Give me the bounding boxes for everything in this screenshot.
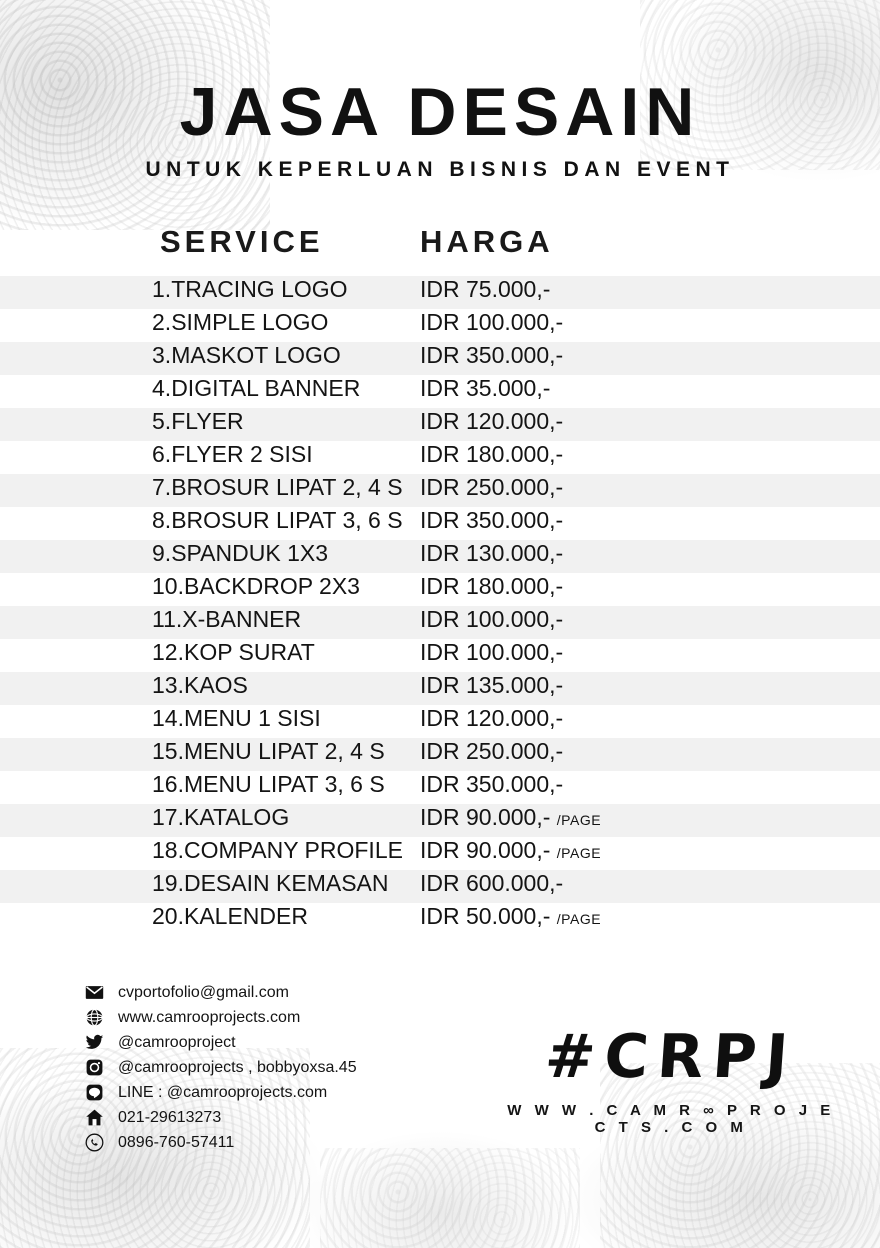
service-name (0, 738, 420, 765)
service-name (0, 804, 420, 831)
poster-subtitle: UNTUK KEPERLUAN BISNIS DAN EVENT (145, 158, 735, 181)
contact-text: cvportofolio@gmail.com (118, 983, 289, 1001)
price-unit: /PAGE (556, 812, 602, 828)
service-number: 10. (152, 573, 184, 599)
price-unit: /PAGE (556, 845, 602, 861)
price-amount: IDR 350.000,- (420, 342, 564, 368)
contact-text: www.camrooprojects.com (118, 1008, 301, 1026)
service-label: COMPANY PROFILE (183, 837, 403, 863)
price-amount: IDR 120.000,- (420, 705, 564, 731)
service-name (0, 903, 420, 930)
contact-item[interactable] (82, 1055, 502, 1080)
service-price (420, 342, 880, 369)
table-row (0, 771, 880, 804)
service-price (420, 408, 880, 435)
service-number: 2. (152, 309, 172, 335)
contact-item[interactable] (82, 1105, 502, 1130)
service-name (0, 309, 420, 336)
service-price (420, 771, 880, 798)
contact-item[interactable] (82, 1005, 502, 1030)
table-row (0, 441, 880, 474)
service-price (420, 705, 880, 732)
price-amount: IDR 350.000,- (420, 771, 564, 797)
brand-hashtag: #CRPJ (542, 1022, 800, 1092)
service-label: BROSUR LIPAT 2, 4 S (171, 474, 403, 500)
service-price (420, 837, 880, 864)
service-label: FLYER (171, 408, 244, 434)
service-name (0, 342, 420, 369)
price-amount: IDR 100.000,- (420, 309, 564, 335)
service-label: DIGITAL BANNER (171, 375, 361, 401)
service-name (0, 507, 420, 534)
contact-text: @camrooproject (118, 1033, 236, 1051)
service-label: MENU LIPAT 3, 6 S (183, 771, 385, 797)
contact-text: 0896-760-57411 (118, 1133, 235, 1151)
brand-website: W W W . C A M R ∞ P R O J E C T S . C O M (507, 1102, 835, 1136)
service-number: 16. (152, 771, 184, 797)
table-row (0, 540, 880, 573)
twitter-icon (82, 1033, 106, 1052)
price-unit: /PAGE (556, 911, 602, 927)
service-price (420, 672, 880, 699)
service-label: BACKDROP 2X3 (183, 573, 360, 599)
service-number: 14. (152, 705, 184, 731)
service-label: X-BANNER (182, 606, 302, 632)
price-amount: IDR 600.000,- (420, 870, 564, 896)
line-icon (82, 1083, 106, 1102)
service-label: KALENDER (183, 903, 308, 929)
table-row (0, 870, 880, 903)
price-amount: IDR 180.000,- (420, 441, 564, 467)
table-row (0, 573, 880, 606)
price-amount: IDR 35.000,- (420, 375, 551, 401)
price-amount: IDR 250.000,- (420, 738, 564, 764)
service-price (420, 309, 880, 336)
service-number: 7. (152, 474, 172, 500)
contact-text: @camrooprojects , bobbyoxsa.45 (118, 1058, 357, 1076)
service-label: KOP SURAT (183, 639, 315, 665)
price-amount: IDR 90.000,- (420, 837, 551, 863)
price-amount: IDR 350.000,- (420, 507, 564, 533)
service-name (0, 837, 420, 864)
service-name (0, 573, 420, 600)
service-number: 5. (152, 408, 172, 434)
contact-list (82, 980, 502, 1155)
table-row (0, 672, 880, 705)
contact-item[interactable] (82, 1030, 502, 1055)
service-price (420, 375, 880, 402)
table-row (0, 507, 880, 540)
contact-text: 021-29613273 (118, 1108, 222, 1126)
home-icon (82, 1108, 106, 1127)
price-amount: IDR 250.000,- (420, 474, 564, 500)
service-label: SPANDUK 1X3 (171, 540, 328, 566)
service-name (0, 672, 420, 699)
table-row (0, 309, 880, 342)
service-name (0, 540, 420, 567)
table-row (0, 837, 880, 870)
service-label: SIMPLE LOGO (171, 309, 329, 335)
service-name (0, 474, 420, 501)
service-price (420, 573, 880, 600)
website-icon (82, 1008, 106, 1027)
grunge-texture-bottom-center (320, 1148, 580, 1248)
table-row (0, 375, 880, 408)
service-price (420, 474, 880, 501)
service-number: 20. (152, 903, 184, 929)
service-name (0, 408, 420, 435)
table-row (0, 804, 880, 837)
whatsapp-icon (82, 1133, 106, 1152)
service-number: 12. (152, 639, 184, 665)
service-label: MENU 1 SISI (183, 705, 321, 731)
service-number: 15. (152, 738, 184, 764)
service-label: KAOS (183, 672, 248, 698)
service-price (420, 276, 880, 303)
service-label: FLYER 2 SISI (171, 441, 313, 467)
service-number: 18. (152, 837, 184, 863)
service-name (0, 639, 420, 666)
service-name (0, 375, 420, 402)
contact-item[interactable] (82, 980, 502, 1005)
service-label: KATALOG (183, 804, 290, 830)
service-name (0, 606, 420, 633)
contact-item[interactable] (82, 1130, 502, 1155)
service-price (420, 540, 880, 567)
table-row (0, 408, 880, 441)
service-price (420, 903, 880, 930)
table-row (0, 903, 880, 936)
service-name (0, 771, 420, 798)
service-label: TRACING LOGO (171, 276, 348, 302)
service-name (0, 441, 420, 468)
service-price (420, 870, 880, 897)
column-header-service: SERVICE (160, 224, 324, 259)
email-icon (82, 983, 106, 1002)
table-row (0, 474, 880, 507)
service-name (0, 870, 420, 897)
service-name (0, 705, 420, 732)
table-row (0, 342, 880, 375)
price-amount: IDR 130.000,- (420, 540, 564, 566)
contact-text: LINE : @camrooprojects.com (118, 1083, 328, 1101)
table-row (0, 606, 880, 639)
price-amount: IDR 100.000,- (420, 606, 564, 632)
service-number: 8. (152, 507, 172, 533)
service-price (420, 804, 880, 831)
instagram-icon (82, 1058, 106, 1077)
service-number: 1. (152, 276, 172, 302)
service-price (420, 441, 880, 468)
service-name (0, 276, 420, 303)
service-number: 13. (152, 672, 184, 698)
price-table-body (0, 276, 880, 936)
price-amount: IDR 120.000,- (420, 408, 564, 434)
service-price (420, 639, 880, 666)
service-label: MENU LIPAT 2, 4 S (183, 738, 385, 764)
service-label: MASKOT LOGO (171, 342, 341, 368)
service-number: 6. (152, 441, 172, 467)
service-number: 4. (152, 375, 172, 401)
service-price (420, 507, 880, 534)
price-amount: IDR 50.000,- (420, 903, 551, 929)
service-label: DESAIN KEMASAN (183, 870, 389, 896)
table-row (0, 738, 880, 771)
contact-item[interactable] (82, 1080, 502, 1105)
column-header-harga: HARGA (420, 224, 554, 259)
service-number: 3. (152, 342, 172, 368)
price-amount: IDR 90.000,- (420, 804, 551, 830)
service-number: 17. (152, 804, 184, 830)
price-amount: IDR 75.000,- (420, 276, 551, 302)
service-number: 19. (152, 870, 184, 896)
price-amount: IDR 100.000,- (420, 639, 564, 665)
price-amount: IDR 135.000,- (420, 672, 564, 698)
price-amount: IDR 180.000,- (420, 573, 564, 599)
brand-block (502, 980, 880, 1155)
service-label: BROSUR LIPAT 3, 6 S (171, 507, 403, 533)
service-number: 9. (152, 540, 172, 566)
poster-footer (0, 980, 880, 1155)
table-row (0, 276, 880, 309)
service-price (420, 606, 880, 633)
table-row (0, 705, 880, 738)
service-number: 11. (152, 606, 183, 632)
table-row (0, 639, 880, 672)
poster-title: JASA DESAIN (179, 74, 701, 150)
service-price (420, 738, 880, 765)
price-table-header (0, 224, 880, 260)
